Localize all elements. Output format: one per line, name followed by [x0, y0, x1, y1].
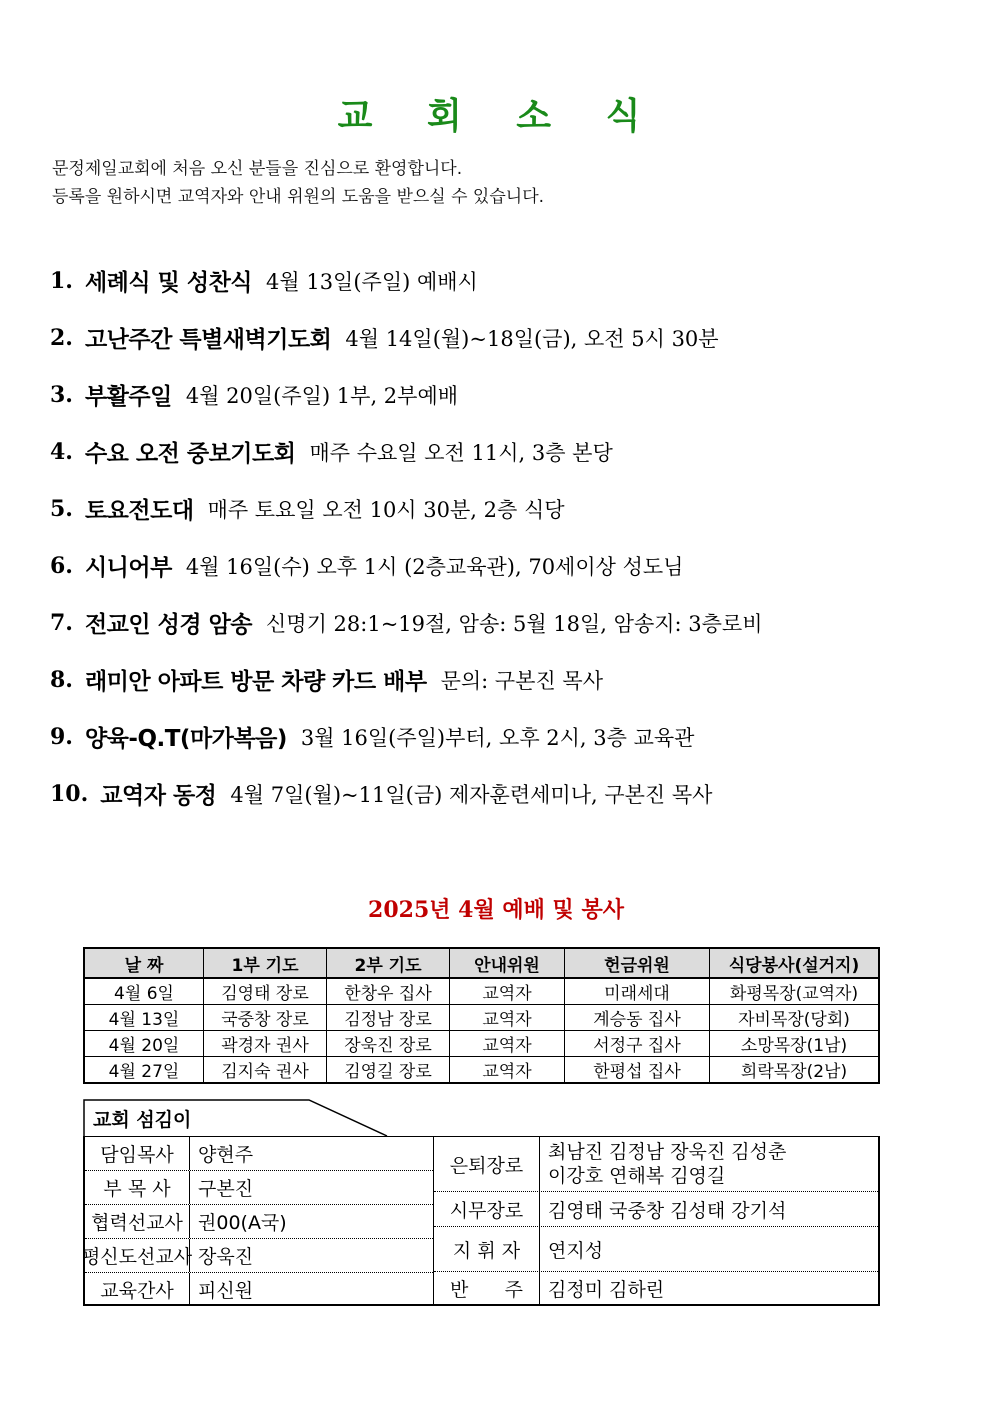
table-cell: 4월 6일	[84, 978, 204, 1005]
table-cell: 국중창 장로	[204, 1005, 327, 1031]
news-heading: 양육-Q.T(마가복음)	[84, 726, 287, 752]
table-cell: 교역자	[450, 1057, 565, 1084]
table-cell: 장욱진 장로	[327, 1031, 450, 1057]
table-cell: 4월 20일	[84, 1031, 204, 1057]
news-heading: 세례식 및 성찬식	[84, 270, 253, 296]
news-number: 3.	[50, 381, 73, 408]
staff-name: 김영태 국중창 김성태 강기석	[548, 1199, 787, 1222]
news-heading: 토요전도대	[84, 498, 194, 524]
staff-names	[540, 1140, 786, 1188]
table-cell: 교역자	[450, 1005, 565, 1031]
staff-role: 담임목사	[85, 1137, 190, 1170]
staff-row	[434, 1227, 878, 1272]
staff-name: 피신원	[198, 1279, 254, 1302]
staff-name: 김정미 김하린	[548, 1279, 665, 1301]
table-cell: 한평섭 집사	[565, 1057, 710, 1084]
news-item	[50, 366, 950, 423]
staff-names-line-2: 이강호 연해복 김영길	[548, 1165, 726, 1187]
table-cell: 교역자	[450, 1031, 565, 1057]
news-heading: 시니어부	[84, 555, 172, 581]
staff-role: 반 주	[434, 1272, 540, 1305]
news-item	[50, 708, 950, 765]
table-cell: 곽경자 권사	[204, 1031, 327, 1057]
column-header-offering: 헌금위원	[565, 948, 710, 978]
news-item	[50, 594, 950, 651]
welcome-line-2: 등록을 원하시면 교역자와 안내 위원의 도움을 받으실 수 있습니다.	[52, 187, 545, 207]
news-heading: 래미안 아파트 방문 차량 카드 배부	[84, 669, 427, 695]
staff-role: 지 휘 자	[434, 1227, 540, 1271]
table-cell: 계승동 집사	[565, 1005, 710, 1031]
column-header-first-prayer: 1부 기도	[204, 948, 327, 978]
staff-role: 협력선교사	[85, 1205, 190, 1238]
staff-role: 은퇴장로	[434, 1137, 540, 1191]
news-detail: 4월 20일(주일) 1부, 2부예배	[185, 383, 459, 408]
news-detail: 문의: 구본진 목사	[440, 668, 603, 693]
news-heading: 전교인 성경 암송	[84, 612, 253, 638]
table-cell: 김지숙 권사	[204, 1057, 327, 1084]
news-heading: 부활주일	[84, 384, 172, 410]
staff-row	[85, 1137, 433, 1171]
staff-role: 시무장로	[434, 1192, 540, 1226]
column-header-second-prayer: 2부 기도	[327, 948, 450, 978]
staff-names-line-1: 최남진 김정남 장욱진 김성춘	[548, 1141, 787, 1163]
news-item	[50, 252, 950, 309]
staff-name: 연지성	[548, 1239, 604, 1262]
column-header-usher: 안내위원	[450, 948, 565, 978]
table-cell: 미래세대	[565, 978, 710, 1005]
table-cell: 김영태 장로	[204, 978, 327, 1005]
schedule-table	[83, 947, 880, 1084]
table-cell: 4월 27일	[84, 1057, 204, 1084]
column-header-date: 날 짜	[84, 948, 204, 978]
welcome-line-1: 문정제일교회에 처음 오신 분들을 진심으로 환영합니다.	[52, 159, 463, 179]
news-number: 2.	[50, 324, 73, 351]
staff-row	[434, 1192, 878, 1227]
news-detail: 4월 13일(주일) 예배시	[266, 269, 478, 294]
news-item	[50, 309, 950, 366]
staff-right-column	[433, 1137, 878, 1304]
staff-role: 교육간사	[85, 1273, 190, 1305]
staff-name: 양현주	[198, 1144, 254, 1166]
welcome-message	[52, 155, 544, 211]
news-detail: 4월 7일(월)~11일(금) 제자훈련세미나, 구본진 목사	[230, 782, 713, 807]
staff-row	[85, 1273, 433, 1305]
staff-row	[434, 1137, 878, 1192]
news-detail: 신명기 28:1~19절, 암송: 5월 18일, 암송지: 3층로비	[266, 611, 763, 636]
table-cell: 희락목장(2남)	[710, 1057, 880, 1084]
news-detail: 매주 수요일 오전 11시, 3층 본당	[309, 440, 613, 465]
news-item	[50, 537, 950, 594]
staff-left-column	[81, 1137, 433, 1304]
staff-section-title: 교회 섬김이	[93, 1109, 192, 1131]
staff-section-tab	[83, 1099, 388, 1136]
page-title: 교 회 소 식	[337, 96, 655, 137]
news-number: 10.	[50, 780, 89, 807]
news-number: 9.	[50, 723, 73, 750]
staff-name: 구본진	[198, 1178, 254, 1200]
news-item	[50, 765, 950, 822]
staff-row	[81, 1239, 433, 1273]
table-row	[84, 1005, 879, 1031]
news-detail: 4월 14일(월)~18일(금), 오전 5시 30분	[345, 326, 719, 351]
staff-row	[85, 1171, 433, 1205]
news-list	[50, 252, 950, 822]
table-cell: 소망목장(1남)	[710, 1031, 880, 1057]
news-detail: 매주 토요일 오전 10시 30분, 2층 식당	[207, 497, 565, 522]
table-cell: 4월 13일	[84, 1005, 204, 1031]
news-number: 8.	[50, 666, 73, 693]
news-detail: 3월 16일(주일)부터, 오후 2시, 3층 교육관	[300, 725, 695, 750]
schedule-title: 2025년 4월 예배 및 봉사	[368, 897, 624, 923]
news-number: 6.	[50, 552, 73, 579]
table-cell: 자비목장(당회)	[710, 1005, 880, 1031]
staff-row	[85, 1205, 433, 1239]
table-cell: 김영길 장로	[327, 1057, 450, 1084]
news-number: 4.	[50, 438, 73, 465]
news-heading: 교역자 동정	[100, 783, 217, 809]
table-cell: 김정남 장로	[327, 1005, 450, 1031]
table-row	[84, 978, 879, 1005]
news-heading: 수요 오전 중보기도회	[84, 441, 296, 467]
table-cell: 교역자	[450, 978, 565, 1005]
news-number: 7.	[50, 609, 73, 636]
news-number: 5.	[50, 495, 73, 522]
column-header-kitchen: 식당봉사(설거지)	[710, 948, 880, 978]
news-item	[50, 423, 950, 480]
staff-role: 부 목 사	[85, 1171, 190, 1204]
staff-name: 장욱진	[198, 1246, 254, 1268]
news-heading: 고난주간 특별새벽기도회	[84, 327, 332, 353]
schedule-header-row	[84, 948, 879, 978]
table-row	[84, 1031, 879, 1057]
news-number: 1.	[50, 267, 73, 294]
table-cell: 화평목장(교역자)	[710, 978, 880, 1005]
news-item	[50, 480, 950, 537]
table-cell: 서정구 집사	[565, 1031, 710, 1057]
news-item	[50, 651, 950, 708]
news-detail: 4월 16일(수) 오후 1시 (2층교육관), 70세이상 성도님	[185, 554, 684, 579]
staff-role: 평신도선교사	[85, 1239, 190, 1272]
table-row	[84, 1057, 879, 1084]
table-cell: 한창우 집사	[327, 978, 450, 1005]
staff-row	[434, 1272, 878, 1305]
staff-name: 권00(A국)	[198, 1212, 287, 1234]
staff-table	[83, 1136, 880, 1306]
